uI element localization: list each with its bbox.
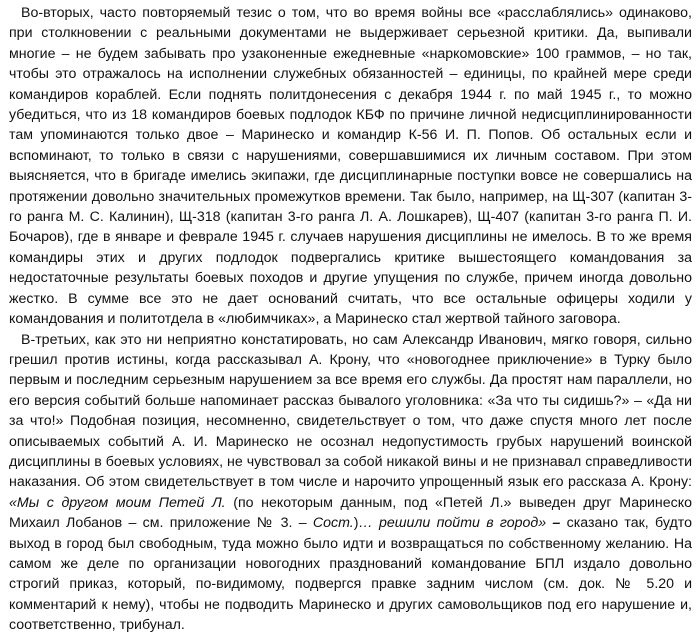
text-segment: (по некоторым данным, под «Петей Л.» выведен друг Маринеско Михаил Лобанов – см. приложение № 3. – — [9, 494, 692, 532]
italic-abbreviation: Сост. — [312, 515, 354, 532]
paragraph-third-point — [9, 330, 692, 636]
italic-quote-end: … решили пойти в город» — [358, 515, 547, 532]
text-segment: Во-вторых, часто повторяемый тезис о том, что во время войны все «расслаблялись» одинаково, при столкновении с реальными документами не выдерживает серьезной критики. Да, выпивали многие – не будем забывать про узаконенные ежедневные «наркомовские» 100 граммов, – но так, чтобы это отражалось на исполнении служебных обязанностей – единицы, по крайней мере среди командиров кораблей. Если поднять политдонесения с декабря 1944 г. по май 1945 г., то можно убедиться, что из 18 командиров боевых подлодок КБФ по причине личной недисциплинированности там упоминаются только двое – Маринеско и командир К-56 И. П. Попов. Об остальных если и вспоминают, то только в связи с нарушениями, совершавшимися их личным составом. При этом выясняется, что в бригаде имелись экипажи, где дисциплинарные поступки вовсе не совершались на протяжении довольно значительных промежутков времени. Так было, например, на Щ-307 (капитан 3-го ранга М. С. Калинин), Щ-318 (капитан 3-го ранга Л. А. Лошкарев), Щ-407 (капитан 3-го ранга П. И. Бочаров), где в январе и феврале 1945 г. случаев нарушения дисциплины не имелось. В то же время командиры этих и других подлодок подвергались критике вышестоящего командования за недостаточные результаты боевых походов и другие упущения по службе, причем иногда довольно жестко. В сумме все это не дает оснований считать, что все остальные офицеры ходили у командования и политотдела в «любимчиках», а Маринеско стал жертвой тайного заговора. — [9, 5, 692, 328]
bold-dash: – — [546, 515, 561, 532]
text-segment: сказано так, будто выход в город был свободным, туда можно было идти и возвращаться по собственному желанию. На самом же деле по организации новогодних празднований командование БПЛ издало довольно строгий приказ, который, по-видимому, подвергся правке задним числом (см. док. № 5.20 и комментарий к нему), чтобы не подводить Маринеско и других самовольщиков под его нарушение и, соответственно, трибунал. — [9, 515, 692, 634]
text-segment: ) — [353, 515, 359, 532]
paragraph-second-point — [9, 3, 692, 330]
text-segment: В-третьих, как это ни неприятно констатировать, но сам Александр Иванович, мягко говоря, сильно грешил против истины, когда рассказывал А. Крону, что «новогоднее приключение» в Турку было первым и последним серьезным нарушением за все время его службы. Да простят нам параллели, но его версия событий больше напоминает рассказ бывалого уголовника: «За что ты сидишь?» – «Да ни за что!» Подобная позиция, несомненно, свидетельствует о том, что даже спустя много лет после описываемых событий А. И. Маринеско не осознал недопустимость грубых нарушений воинской дисциплины в боевых условиях, не чувствовал за собой никакой вины и не признавал справедливости наказания. Об этом свидетельствует в том числе и нарочито упрощенный язык его рассказа А. Крону: — [9, 331, 692, 491]
italic-quote: «Мы с другом моим Петей Л. — [9, 494, 226, 511]
